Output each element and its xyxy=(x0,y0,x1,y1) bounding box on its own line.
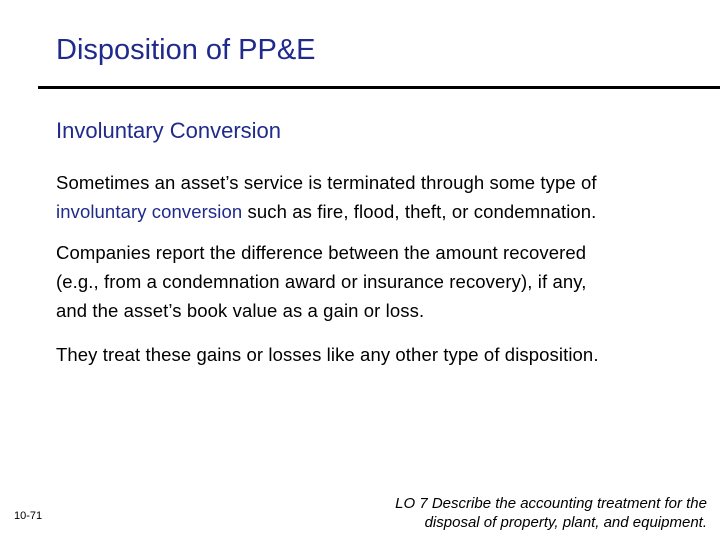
paragraph-line xyxy=(56,197,696,226)
paragraph-line: They treat these gains or losses like any other type of disposition. xyxy=(56,344,599,365)
slide-title: Disposition of PP&E xyxy=(56,34,316,66)
paragraph-reporting xyxy=(56,238,696,325)
key-term: involuntary conversion xyxy=(56,201,243,222)
learning-objective-line: disposal of property, plant, and equipment. xyxy=(424,514,707,531)
paragraph-line: Sometimes an asset’s service is terminated through some type of xyxy=(56,172,597,193)
paragraph-line-rest: such as fire, flood, theft, or condemnation. xyxy=(242,201,597,222)
paragraph-line: and the asset’s book value as a gain or loss. xyxy=(56,300,425,321)
section-heading: Involuntary Conversion xyxy=(56,118,282,143)
paragraph-line: Companies report the difference between the amount recovered xyxy=(56,242,587,263)
learning-objective-note xyxy=(395,494,707,532)
paragraph-involuntary-conversion xyxy=(56,168,696,226)
slide-number: 10-71 xyxy=(14,510,43,522)
paragraph-line: (e.g., from a condemnation award or insurance recovery), if any, xyxy=(56,271,587,292)
title-divider xyxy=(38,86,720,89)
paragraph-treatment xyxy=(56,340,696,369)
learning-objective-line: LO 7 Describe the accounting treatment for the xyxy=(395,495,707,512)
